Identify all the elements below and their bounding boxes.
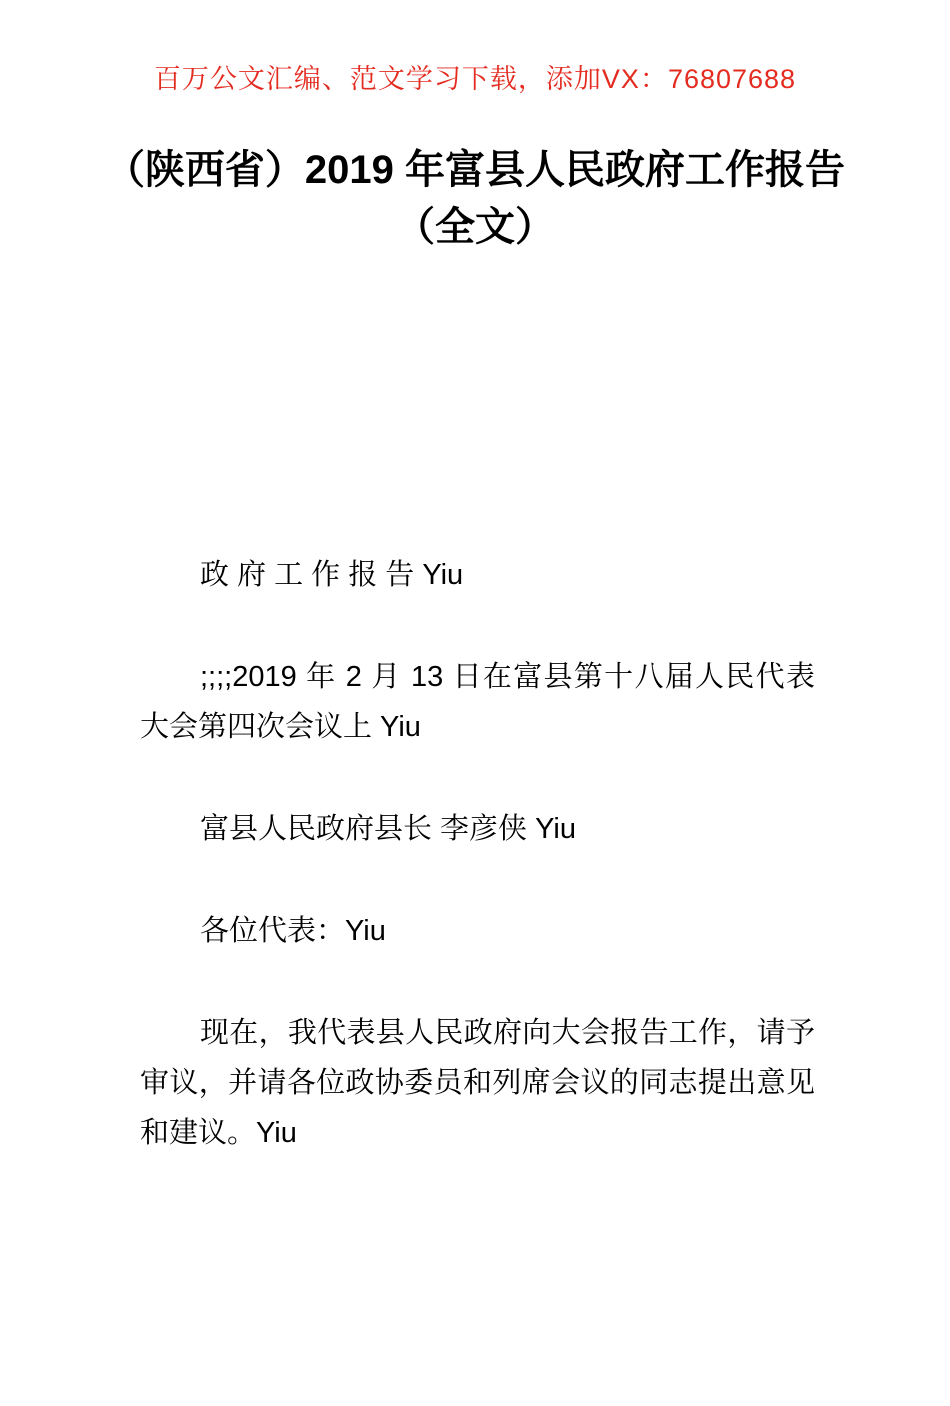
paragraph-meeting-meta: ;;;;2019 年 2 月 13 日在富县第十八届人民代表大会第四次会议上 Yiu <box>140 661 815 743</box>
paragraph-body-intro: 现在，我代表县人民政府向大会报告工作，请予审议，并请各位政协委员和列席会议的同志提出意见和建议。Yiu <box>140 1017 815 1149</box>
document-title-line2: （全文） <box>395 205 555 249</box>
document-body <box>140 550 815 1158</box>
document-title <box>40 142 910 256</box>
promo-header-text: 百万公文汇编、范文学习下载，添加VX：76807688 <box>153 64 797 94</box>
document-page <box>0 62 950 1406</box>
paragraph-doc-heading: 政 府 工 作 报 告 Yiu <box>200 559 464 591</box>
paragraph-author: 富县人民政府县长 李彦侠 Yiu <box>200 813 576 845</box>
paragraph-salutation: 各位代表：Yiu <box>200 915 386 947</box>
document-title-line1: （陕西省）2019 年富县人民政府工作报告 <box>104 148 846 192</box>
